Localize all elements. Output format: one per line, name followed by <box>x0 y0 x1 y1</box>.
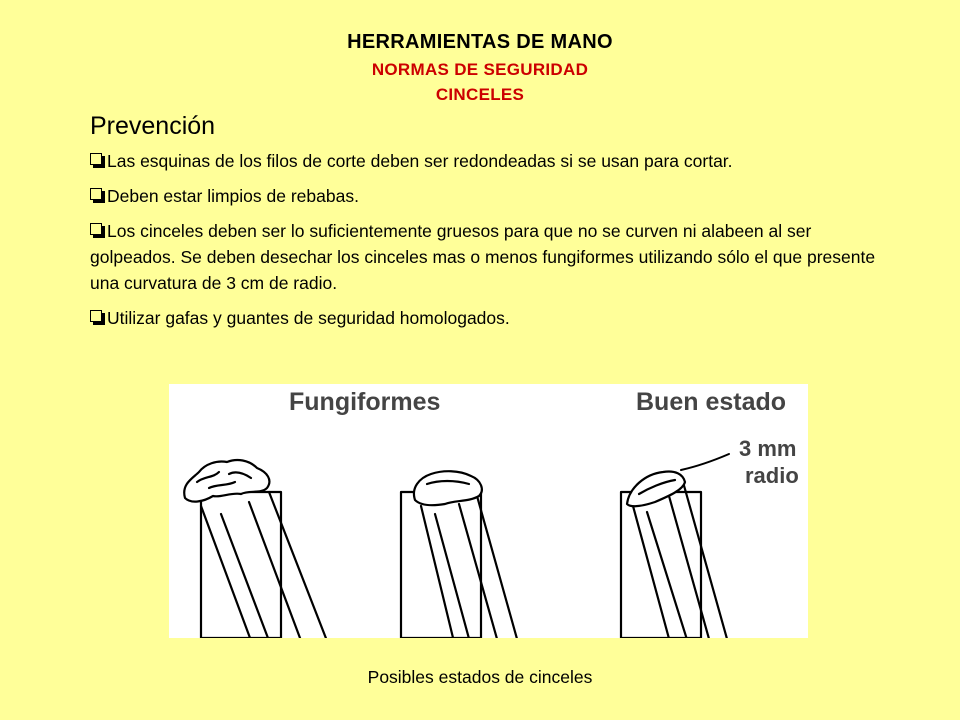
bullet-list <box>90 148 880 340</box>
checkbox-bullet-icon <box>90 153 105 168</box>
label-fungiformes: Fungiformes <box>289 388 441 416</box>
list-item <box>90 305 880 331</box>
chisel-mushroomed-2 <box>401 471 519 638</box>
checkbox-bullet-icon <box>90 188 105 203</box>
chisel-mushroomed-1 <box>184 460 329 638</box>
label-buen-estado: Buen estado <box>636 388 787 416</box>
list-item <box>90 183 880 209</box>
section-heading: Prevención <box>90 112 216 140</box>
checkbox-bullet-icon <box>90 223 105 238</box>
chisel-good <box>621 454 729 638</box>
list-item-text: Las esquinas de los filos de corte deben ser redondeadas si se usan para cortar. <box>107 151 733 171</box>
list-item-text: Utilizar gafas y guantes de seguridad homologados. <box>107 308 510 328</box>
list-item-text: Los cinceles deben ser lo suficientemente gruesos para que no se curven ni alabeen al ser golpeados. Se deben desechar los cinceles mas o menos fungiformes utilizando sólo el que presente una curvatura de 3 cm de radio. <box>90 221 876 293</box>
chisel-illustration <box>169 384 808 638</box>
chisel-drawing <box>169 384 808 638</box>
list-item <box>90 218 880 296</box>
list-item <box>90 148 880 174</box>
page-subtitle: NORMAS DE SEGURIDAD <box>371 60 589 79</box>
page-title: HERRAMIENTAS DE MANO <box>347 31 613 53</box>
annotation-radio: radio <box>745 463 799 488</box>
figure-caption: Posibles estados de cinceles <box>367 667 593 687</box>
annotation-3mm: 3 mm <box>739 436 797 461</box>
page-subtitle-topic: CINCELES <box>435 85 525 104</box>
list-item-text: Deben estar limpios de rebabas. <box>107 186 359 206</box>
checkbox-bullet-icon <box>90 310 105 325</box>
